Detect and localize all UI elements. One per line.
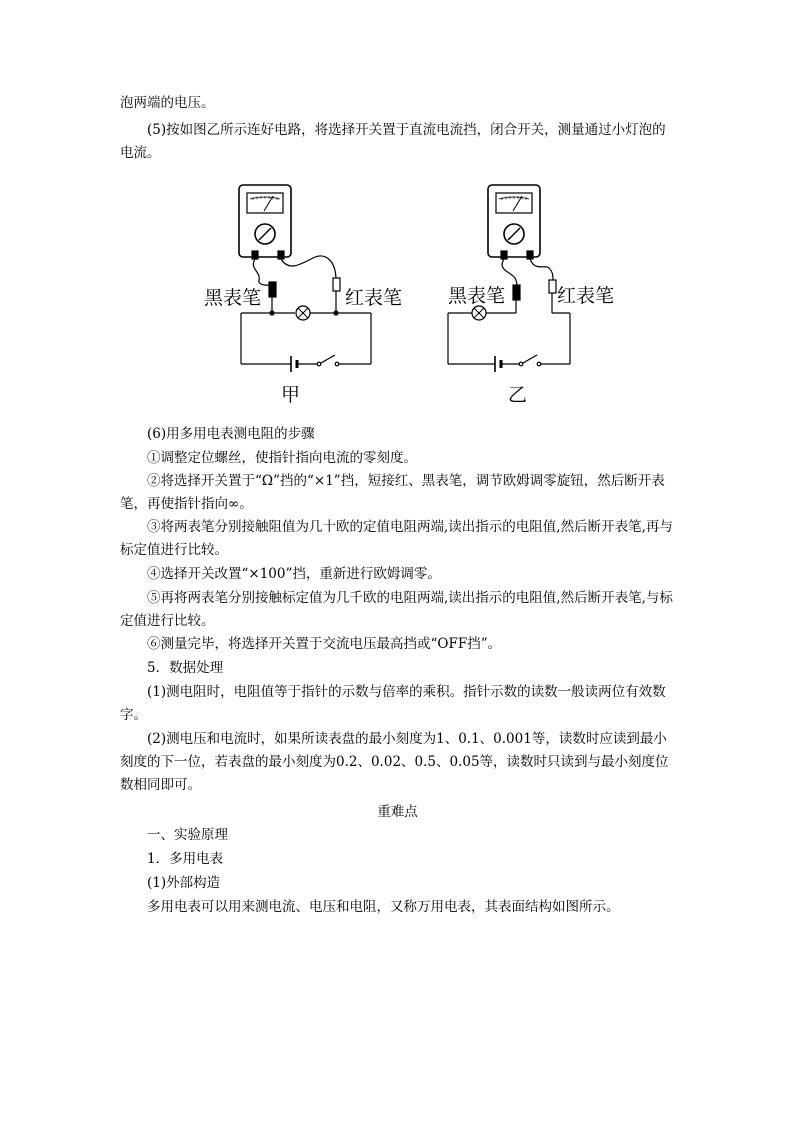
paragraph-9: ⑥测量完毕，将选择开关置于交流电压最高挡或“OFF挡”。: [147, 636, 502, 652]
paragraph-11: (1)测电阻时，电阻值等于指针的示数与倍率的乘积。指针示数的读数一般读两位有效数字。: [120, 684, 666, 723]
multimeter-right: [488, 185, 540, 259]
paragraph-15: 1．多用电表: [147, 851, 224, 867]
diagram-left: [239, 185, 371, 372]
left-red-probe-label: 红表笔: [345, 287, 403, 309]
circuit-figure: [195, 168, 630, 416]
paragraph-12: (2)测电压和电流时，如果所读表盘的最小刻度为1、0.1、0.001等，读数时应读到最小刻度的下一位，若表盘的最小刻度为0.2、0.02、0.5、0.05等，读数时只读到与最小刻度位数相同即可。: [120, 731, 669, 793]
left-caption: 甲: [281, 384, 301, 406]
right-black-probe-label: 黑表笔: [448, 285, 506, 307]
paragraph-14: 一、实验原理: [147, 827, 228, 843]
right-caption: 乙: [508, 384, 528, 406]
diagram-right: [448, 185, 570, 372]
section-heading: 重难点: [377, 804, 418, 820]
paragraph-1: 泡两端的电压。: [120, 95, 215, 111]
paragraph-2: (5)按如图乙所示连好电路，将选择开关置于直流电流挡，闭合开关，测量通过小灯泡的电流。: [120, 122, 666, 161]
multimeter-left: [239, 185, 291, 259]
paragraph-17: 多用电表可以用来测电流、电压和电阻，又称万用电表，其表面结构如图所示。: [147, 899, 620, 915]
paragraph-5: ②将选择开关置于“Ω”挡的“×1”挡，短接红、黑表笔，调节欧姆调零旋钮，然后断开表笔，再使指针指向∞。: [120, 473, 665, 512]
left-black-probe-label: 黑表笔: [204, 287, 262, 309]
paragraph-3: (6)用多用电表测电阻的步骤: [147, 426, 315, 442]
paragraph-10: 5．数据处理: [147, 660, 224, 676]
paragraph-7: ④选择开关改置“×100”挡，重新进行欧姆调零。: [147, 566, 441, 582]
paragraph-8: ⑤再将两表笔分别接触标定值为几千欧的电阻两端,读出指示的电阻值,然后断开表笔,与标定值进行比较。: [120, 590, 673, 629]
paragraph-4: ①调整定位螺丝，使指针指向电流的零刻度。: [147, 450, 417, 466]
paragraph-6: ③将两表笔分别接触阻值为几十欧的定值电阻两端,读出指示的电阻值,然后断开表笔,再与标定值进行比较。: [120, 519, 673, 558]
right-red-probe-label: 红表笔: [557, 285, 615, 307]
paragraph-16: (1)外部构造: [147, 875, 221, 891]
